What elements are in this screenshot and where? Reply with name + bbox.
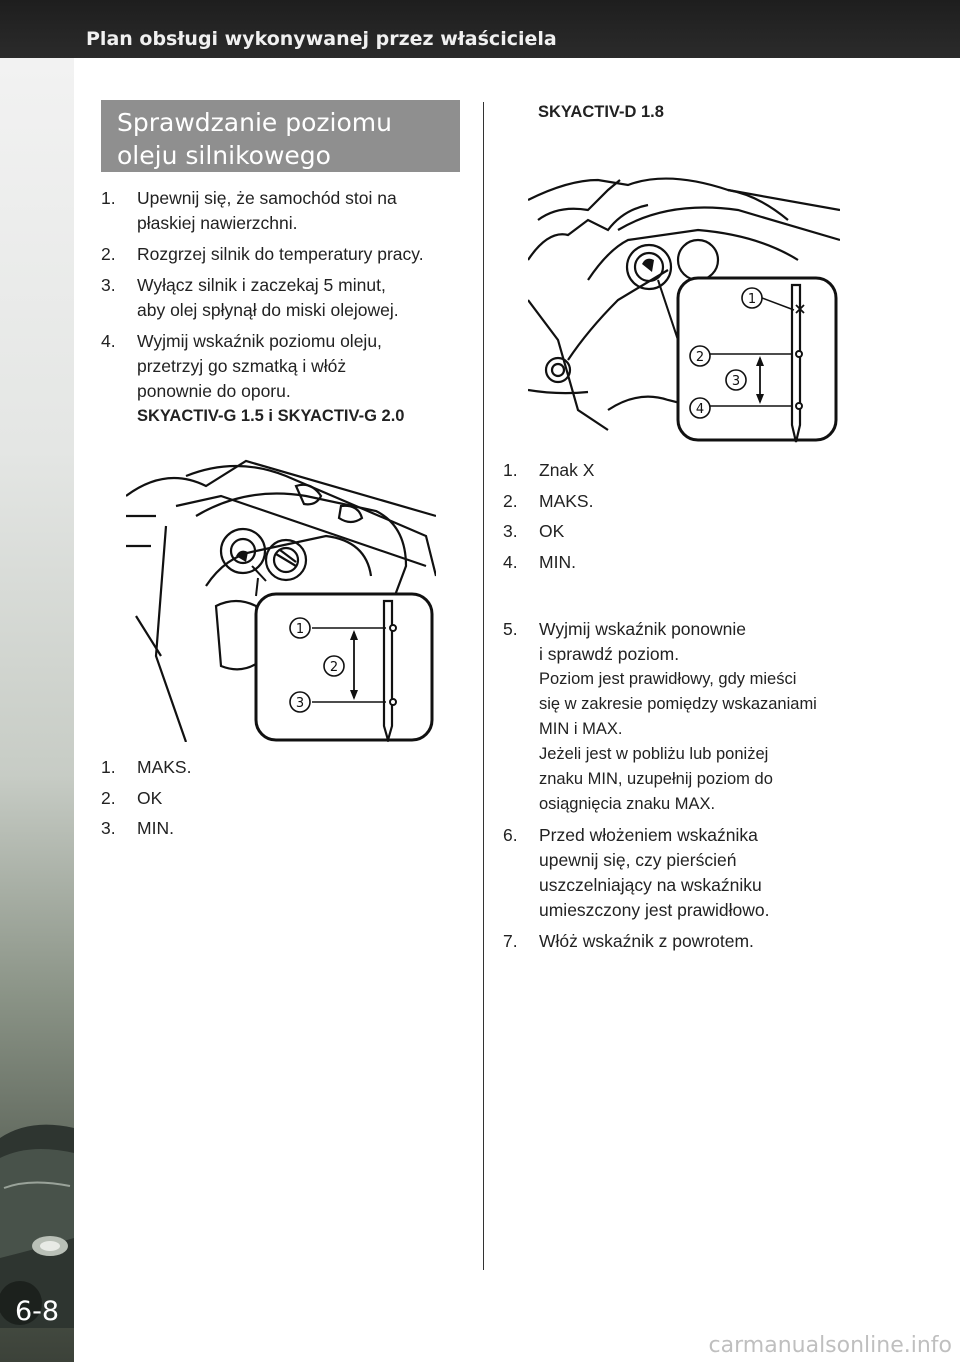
callout-3-label: 3 <box>731 374 741 389</box>
section-title-line2: oleju silnikowego <box>117 141 331 170</box>
legend-item <box>503 547 803 578</box>
step-subtext: się w zakresie pomiędzy wskazaniami <box>539 695 817 713</box>
callout-3-label: 3 <box>295 696 305 711</box>
legend-text: MAKS. <box>137 757 192 777</box>
step-number: 1. <box>101 188 116 208</box>
right-steps <box>503 617 883 960</box>
diesel-engine-label: SKYACTIV-D 1.8 <box>538 103 664 121</box>
step-text: Przed włożeniem wskaźnika <box>539 825 758 845</box>
step-4 <box>101 329 471 429</box>
step-text: i sprawdź poziom. <box>539 644 680 664</box>
step-number: 7. <box>503 931 518 951</box>
step-text: aby olej spłynął do miski olejowej. <box>137 300 399 320</box>
legend-number: 1. <box>503 460 518 480</box>
step-6 <box>503 823 883 923</box>
step-number: 4. <box>101 331 116 351</box>
legend-text: OK <box>539 521 565 541</box>
step-text: Rozgrzej silnik do temperatury pracy. <box>137 244 424 264</box>
step-2 <box>101 242 471 267</box>
section-title <box>117 106 447 172</box>
step-number: 2. <box>101 244 116 264</box>
gasoline-dipstick-figure <box>126 456 436 742</box>
step-subtext: osiągnięcia znaku MAX. <box>539 795 716 813</box>
legend-item <box>101 752 401 783</box>
legend-text: OK <box>137 787 163 808</box>
legend-item <box>503 455 803 486</box>
gasoline-legend <box>101 752 401 844</box>
step-3 <box>101 273 471 323</box>
step-1 <box>101 186 471 236</box>
legend-number: 3. <box>101 818 116 838</box>
step-text: Upewnij się, że samochód stoi na <box>137 188 397 208</box>
step-number: 6. <box>503 825 518 845</box>
legend-number: 4. <box>503 551 518 572</box>
step-text: upewnij się, czy pierścień <box>539 850 737 870</box>
gasoline-engine-illustration <box>126 456 436 742</box>
watermark: carmanualsonline.info <box>708 1333 952 1358</box>
step-subtext: Poziom jest prawidłowy, gdy mieści <box>539 670 797 688</box>
legend-item <box>101 813 401 844</box>
callout-1-label: 1 <box>295 622 305 637</box>
page-number: 6-8 <box>14 1296 60 1327</box>
legend-number: 1. <box>101 757 116 777</box>
step-text: Wyjmij wskaźnik poziomu oleju, <box>137 331 382 351</box>
legend-number: 2. <box>503 490 518 511</box>
step-5 <box>503 617 883 817</box>
step-text: ponownie do oporu. <box>137 381 291 401</box>
callout-1-label: 1 <box>747 292 757 307</box>
legend-item <box>503 486 803 517</box>
callout-4-label: 4 <box>695 402 705 417</box>
legend-item <box>101 783 401 814</box>
step-text: Włóż wskaźnik z powrotem. <box>539 931 754 951</box>
legend-text: Znak X <box>539 460 595 480</box>
section-heading <box>101 100 460 172</box>
legend-item <box>503 516 803 547</box>
step-number: 3. <box>101 275 116 295</box>
legend-text: MIN. <box>539 551 576 572</box>
diesel-legend <box>503 455 803 577</box>
step-subtext: znaku MIN, uzupełnij poziom do <box>539 770 773 788</box>
step-text: przetrzyj go szmatką i włóż <box>137 356 347 376</box>
header-title: Plan obsługi wykonywanej przez właściciela <box>86 28 557 50</box>
step-7 <box>503 929 883 954</box>
header-bar <box>0 0 960 58</box>
callout-2-label: 2 <box>695 350 705 365</box>
side-photo-strip <box>0 58 74 1362</box>
column-divider <box>483 102 484 1270</box>
section-title-line1: Sprawdzanie poziomu <box>117 108 392 137</box>
step-subtext: MIN i MAX. <box>539 720 623 738</box>
step-text: Wyjmij wskaźnik ponownie <box>539 619 746 639</box>
step-text: Wyłącz silnik i zaczekaj 5 minut, <box>137 275 386 295</box>
step-text: umieszczony jest prawidłowo. <box>539 900 770 920</box>
left-steps <box>101 186 471 435</box>
legend-number: 3. <box>503 521 518 541</box>
car-photo <box>0 1098 74 1328</box>
step-number: 5. <box>503 619 518 639</box>
step-subtext: Jeżeli jest w pobliżu lub poniżej <box>539 745 769 763</box>
diesel-engine-illustration <box>528 160 840 444</box>
step-text: płaskiej nawierzchni. <box>137 213 298 233</box>
diesel-dipstick-figure <box>528 160 840 444</box>
legend-number: 2. <box>101 787 116 808</box>
legend-text: MIN. <box>137 818 174 838</box>
step-text: uszczelniający na wskaźniku <box>539 875 762 895</box>
gasoline-engine-label: SKYACTIV-G 1.5 i SKYACTIV-G 2.0 <box>137 407 405 425</box>
callout-2-label: 2 <box>329 660 339 675</box>
legend-text: MAKS. <box>539 490 594 511</box>
